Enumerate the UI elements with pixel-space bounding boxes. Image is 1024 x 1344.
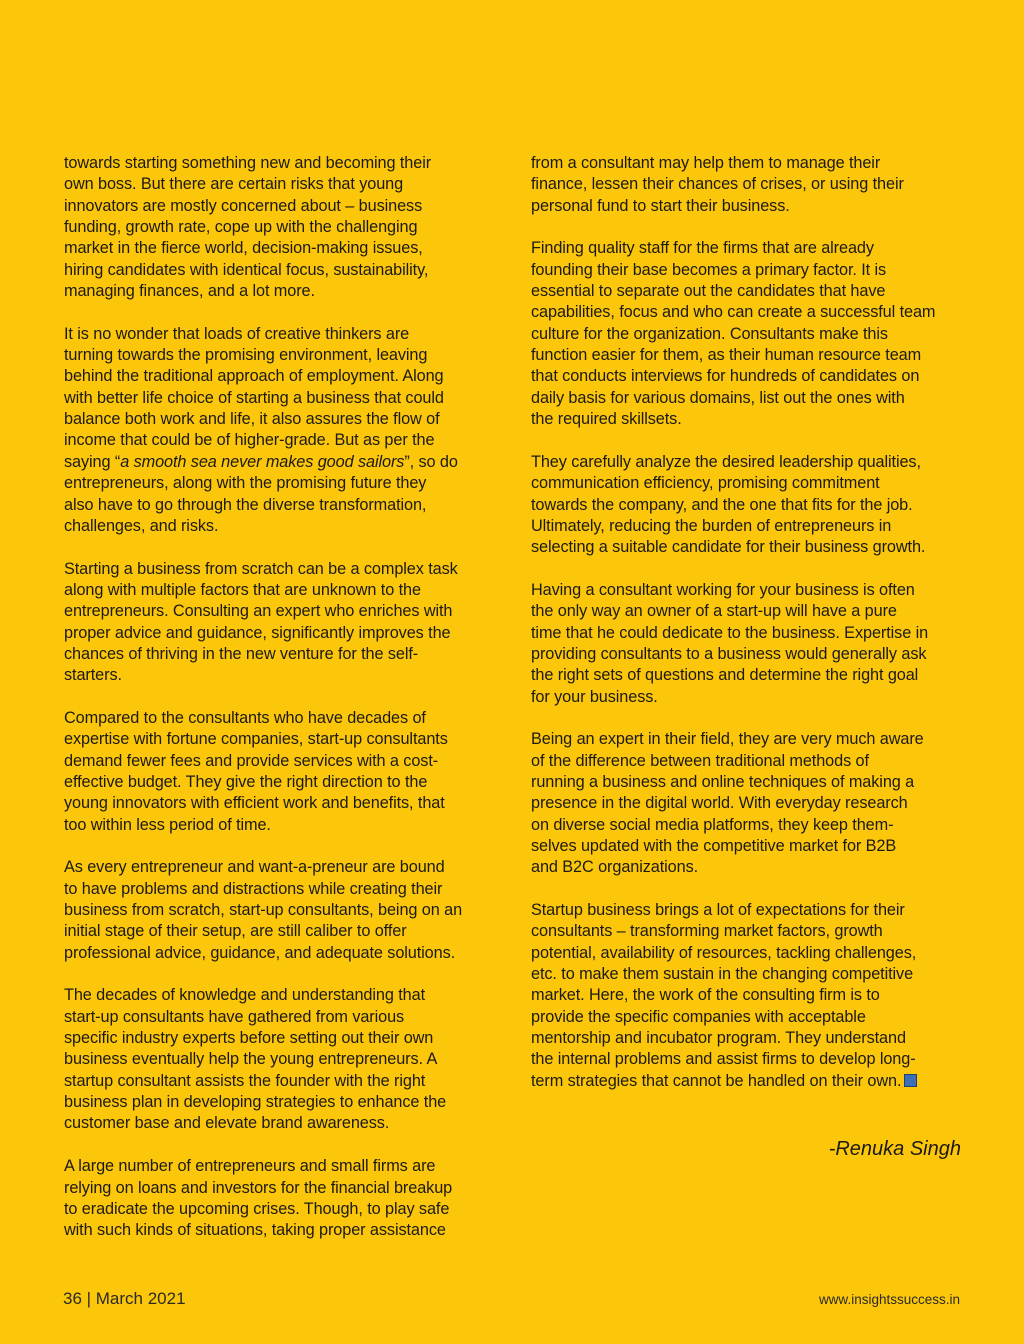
author-signature: -Renuka Singh	[828, 1138, 961, 1160]
quote-suffix: ”, so do	[404, 452, 458, 471]
article-paragraph: Being an expert in their field, they are very much aware of the difference between traditional methods of running a business and online techniques of making a presence in the digital world. With everyday research on diverse social media platforms, they keep them- selves updated with the competitive market for B2B and B2C organizations.	[531, 730, 924, 877]
quoted-saying: a smooth sea never makes good sailors	[120, 452, 405, 471]
article-left-column	[64, 153, 496, 1263]
article-paragraph: Finding quality staff for the firms that are already founding their base becomes a primary factor. It is essential to separate out the candidates that have capabilities, focus and who can create a successful team culture for the organization. Consultants make this function easier for them, as their human resource team that conducts interviews for hundreds of candidates on daily basis for various domains, list out the ones with the required skillsets.	[531, 239, 936, 429]
page-number-issue: 36 | March 2021	[63, 1289, 186, 1308]
paragraph-text: Startup business brings a lot of expectations for their consultants – transforming market factors, growth potential, availability of resources, tackling challenges, etc. to make them sustain in the changing competitive market. Here, the work of the consulting firm is to provide the specific companies with acceptable mentorship and incubator program. They understand the internal problems and assist firms to develop long- term strategies that cannot be handled on their own.	[531, 901, 917, 1090]
article-paragraph	[64, 324, 496, 537]
article-paragraph: As every entrepreneur and want-a-preneur are bound to have problems and distractions while creating their business from scratch, start-up consultants, being on an initial stage of their setup, are still caliber to offer professional advice, guidance, and adequate solutions.	[64, 858, 463, 962]
article-right-column	[531, 153, 965, 1113]
article-paragraph: The decades of knowledge and understanding that start-up consultants have gathered from various specific industry experts before setting out their own business eventually help the young entrepreneurs. A startup consultant assists the founder with the right business plan in developing strategies to enhance the customer base and elevate brand awareness.	[64, 986, 447, 1133]
article-paragraph: Starting a business from scratch can be a complex task along with multiple factors that are unknown to the entrepreneurs. Consulting an expert who enriches with proper advice and guidance, significantly improves the chances of thriving in the new venture for the self- starters.	[64, 559, 458, 685]
paragraph-text: It is no wonder that loads of creative thinkers are turning towards the promising environment, leaving behind the traditional approach of employment. Along with better life choice of starting a business that could balance both work and life, it also assures the flow of income that could be of higher-grade. But as per the	[64, 324, 444, 450]
end-of-article-square-icon	[904, 1074, 917, 1087]
article-paragraph: Compared to the consultants who have decades of expertise with fortune companies, start-up consultants demand fewer fees and provide services with a cost- effective budget. They give the right direction to the young innovators with efficient work and benefits, that too within less period of time.	[64, 708, 448, 834]
footer-website: www.insightssuccess.in	[818, 1292, 960, 1307]
quote-prefix: saying “	[64, 452, 121, 471]
article-paragraph	[531, 900, 965, 1092]
article-paragraph: A large number of entrepreneurs and small firms are relying on loans and investors for the financial breakup to eradicate the upcoming crises. Though, to play safe with such kinds of situations, taking proper assistance	[64, 1157, 453, 1240]
article-paragraph: from a consultant may help them to manage their finance, lessen their chances of crises, or using their personal fund to start their business.	[531, 154, 904, 215]
article-paragraph: They carefully analyze the desired leadership qualities, communication efficiency, promising commitment towards the company, and the one that fits for the job. Ultimately, reducing the burden of entrepreneurs in selecting a suitable candidate for their business growth.	[531, 452, 926, 557]
article-paragraph: Having a consultant working for your business is often the only way an owner of a start-up will have a pure time that he could dedicate to the business. Expertise in providing consultants to a business would generally ask the right sets of questions and determine the right goal for your business.	[531, 580, 929, 706]
article-paragraph: towards starting something new and becoming their own boss. But there are certain risks that young innovators are mostly concerned about – business funding, growth rate, cope up with the challenging market in the fierce world, decision-making issues, hiring candidates with identical focus, sustainability, managing finances, and a lot more.	[64, 154, 432, 301]
paragraph-text: entrepreneurs, along with the promising future they also have to go through the diverse transformation, challenges, and risks.	[64, 474, 427, 535]
